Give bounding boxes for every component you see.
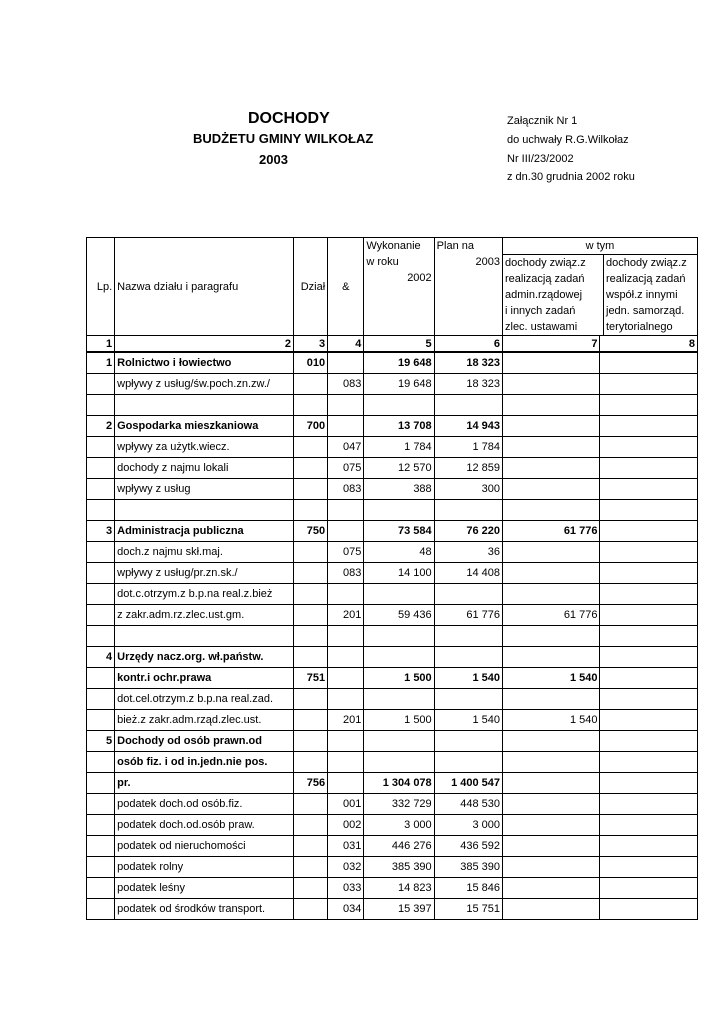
cell-wykonanie: 59 436 bbox=[364, 605, 434, 626]
cell-col8 bbox=[600, 794, 698, 815]
cell-col7 bbox=[503, 458, 600, 479]
cell-name: pr. bbox=[115, 773, 294, 794]
cell-paragraph: 001 bbox=[328, 794, 364, 815]
table-row bbox=[87, 794, 698, 815]
cell-plan bbox=[434, 647, 502, 668]
cell-paragraph bbox=[328, 626, 364, 647]
cell-plan: 1 540 bbox=[434, 710, 502, 731]
header-col7-line2: realizacją zadań bbox=[505, 273, 585, 285]
table-row bbox=[87, 584, 698, 605]
cell-col7: 61 776 bbox=[503, 605, 600, 626]
cell-col8 bbox=[600, 352, 698, 374]
cell-plan bbox=[434, 500, 502, 521]
cell-paragraph: 083 bbox=[328, 479, 364, 500]
cell-dzial bbox=[294, 710, 328, 731]
header-wykonanie-line3: 2002 bbox=[407, 272, 432, 284]
cell-dzial bbox=[294, 374, 328, 395]
cell-dzial bbox=[294, 836, 328, 857]
cell-col7: 61 776 bbox=[503, 521, 600, 542]
header-plan-line2: 2003 bbox=[475, 256, 500, 268]
cell-col8 bbox=[600, 752, 698, 773]
cell-paragraph bbox=[328, 689, 364, 710]
cell-col7 bbox=[503, 899, 600, 920]
cell-col7 bbox=[503, 395, 600, 416]
cell-lp: 4 bbox=[87, 647, 115, 668]
table-row bbox=[87, 437, 698, 458]
cell-paragraph bbox=[328, 773, 364, 794]
cell-paragraph: 083 bbox=[328, 374, 364, 395]
cell-name: Urzędy nacz.org. wł.państw. bbox=[115, 647, 294, 668]
cell-lp bbox=[87, 374, 115, 395]
cell-paragraph bbox=[328, 668, 364, 689]
cell-lp bbox=[87, 710, 115, 731]
column-number: 4 bbox=[328, 336, 364, 353]
cell-plan: 1 400 547 bbox=[434, 773, 502, 794]
cell-dzial: 010 bbox=[294, 352, 328, 374]
cell-name bbox=[115, 626, 294, 647]
cell-dzial bbox=[294, 500, 328, 521]
budget-table bbox=[86, 237, 698, 920]
cell-col8 bbox=[600, 647, 698, 668]
cell-dzial bbox=[294, 794, 328, 815]
cell-plan bbox=[434, 584, 502, 605]
cell-dzial bbox=[294, 752, 328, 773]
cell-lp bbox=[87, 899, 115, 920]
cell-dzial: 751 bbox=[294, 668, 328, 689]
cell-plan: 12 859 bbox=[434, 458, 502, 479]
cell-col8 bbox=[600, 584, 698, 605]
cell-paragraph: 034 bbox=[328, 899, 364, 920]
table-row bbox=[87, 563, 698, 584]
cell-lp bbox=[87, 395, 115, 416]
attachment-number: Załącznik Nr 1 bbox=[507, 115, 578, 127]
cell-paragraph bbox=[328, 584, 364, 605]
cell-col7 bbox=[503, 878, 600, 899]
cell-wykonanie: 1 784 bbox=[364, 437, 434, 458]
cell-col8 bbox=[600, 668, 698, 689]
cell-name: podatek doch.od.osób praw. bbox=[115, 815, 294, 836]
cell-col7 bbox=[503, 857, 600, 878]
cell-dzial bbox=[294, 899, 328, 920]
cell-col8 bbox=[600, 710, 698, 731]
cell-paragraph: 033 bbox=[328, 878, 364, 899]
cell-col8 bbox=[600, 899, 698, 920]
cell-name: podatek doch.od osób.fiz. bbox=[115, 794, 294, 815]
cell-paragraph: 083 bbox=[328, 563, 364, 584]
cell-plan bbox=[434, 752, 502, 773]
cell-wykonanie: 13 708 bbox=[364, 416, 434, 437]
cell-wykonanie: 19 648 bbox=[364, 374, 434, 395]
column-number: 6 bbox=[434, 336, 502, 353]
table-header-row bbox=[87, 238, 698, 336]
cell-col7: 1 540 bbox=[503, 668, 600, 689]
cell-wykonanie: 12 570 bbox=[364, 458, 434, 479]
cell-lp bbox=[87, 626, 115, 647]
header-w-tym-group bbox=[503, 238, 698, 336]
cell-dzial bbox=[294, 479, 328, 500]
cell-wykonanie bbox=[364, 752, 434, 773]
cell-paragraph: 002 bbox=[328, 815, 364, 836]
cell-col8 bbox=[600, 878, 698, 899]
table-row bbox=[87, 352, 698, 374]
cell-col7 bbox=[503, 479, 600, 500]
cell-dzial bbox=[294, 857, 328, 878]
cell-name: dochody z najmu lokali bbox=[115, 458, 294, 479]
cell-col7 bbox=[503, 836, 600, 857]
cell-plan bbox=[434, 626, 502, 647]
cell-wykonanie: 385 390 bbox=[364, 857, 434, 878]
cell-plan bbox=[434, 395, 502, 416]
cell-plan: 76 220 bbox=[434, 521, 502, 542]
cell-plan: 385 390 bbox=[434, 857, 502, 878]
cell-lp bbox=[87, 668, 115, 689]
cell-wykonanie: 446 276 bbox=[364, 836, 434, 857]
cell-col7 bbox=[503, 752, 600, 773]
cell-col7 bbox=[503, 815, 600, 836]
cell-name bbox=[115, 500, 294, 521]
cell-col7 bbox=[503, 647, 600, 668]
cell-lp: 3 bbox=[87, 521, 115, 542]
cell-wykonanie bbox=[364, 626, 434, 647]
cell-name: podatek rolny bbox=[115, 857, 294, 878]
header-dzial: Dział bbox=[294, 238, 328, 336]
cell-lp bbox=[87, 584, 115, 605]
cell-col7 bbox=[503, 374, 600, 395]
cell-dzial bbox=[294, 731, 328, 752]
cell-wykonanie: 1 500 bbox=[364, 710, 434, 731]
table-row bbox=[87, 878, 698, 899]
table-row bbox=[87, 668, 698, 689]
cell-name: podatek od nieruchomości bbox=[115, 836, 294, 857]
cell-paragraph: 032 bbox=[328, 857, 364, 878]
cell-lp: 2 bbox=[87, 416, 115, 437]
cell-plan: 1 784 bbox=[434, 437, 502, 458]
cell-dzial bbox=[294, 878, 328, 899]
cell-plan bbox=[434, 731, 502, 752]
table-row bbox=[87, 605, 698, 626]
cell-dzial bbox=[294, 542, 328, 563]
cell-dzial bbox=[294, 584, 328, 605]
cell-plan: 15 751 bbox=[434, 899, 502, 920]
cell-plan: 300 bbox=[434, 479, 502, 500]
cell-col8 bbox=[600, 395, 698, 416]
cell-wykonanie: 73 584 bbox=[364, 521, 434, 542]
document-year: 2003 bbox=[259, 152, 288, 167]
cell-wykonanie: 332 729 bbox=[364, 794, 434, 815]
cell-col7 bbox=[503, 626, 600, 647]
cell-col7 bbox=[503, 352, 600, 374]
cell-plan: 36 bbox=[434, 542, 502, 563]
attachment-date: z dn.30 grudnia 2002 roku bbox=[507, 171, 635, 183]
cell-plan: 14 943 bbox=[434, 416, 502, 437]
cell-wykonanie bbox=[364, 731, 434, 752]
cell-plan: 448 530 bbox=[434, 794, 502, 815]
table-row bbox=[87, 731, 698, 752]
cell-paragraph: 075 bbox=[328, 542, 364, 563]
table-row bbox=[87, 857, 698, 878]
table-row bbox=[87, 542, 698, 563]
cell-name: wpływy z usług bbox=[115, 479, 294, 500]
table-row bbox=[87, 626, 698, 647]
table-row bbox=[87, 710, 698, 731]
cell-lp bbox=[87, 542, 115, 563]
cell-wykonanie: 1 304 078 bbox=[364, 773, 434, 794]
cell-lp: 5 bbox=[87, 731, 115, 752]
table-row bbox=[87, 836, 698, 857]
cell-plan: 14 408 bbox=[434, 563, 502, 584]
cell-plan bbox=[434, 689, 502, 710]
cell-paragraph bbox=[328, 416, 364, 437]
cell-col8 bbox=[600, 479, 698, 500]
cell-plan: 15 846 bbox=[434, 878, 502, 899]
cell-col8 bbox=[600, 437, 698, 458]
cell-col7 bbox=[503, 689, 600, 710]
cell-col8 bbox=[600, 773, 698, 794]
table-row bbox=[87, 815, 698, 836]
cell-wykonanie bbox=[364, 500, 434, 521]
cell-wykonanie: 19 648 bbox=[364, 352, 434, 374]
cell-col8 bbox=[600, 563, 698, 584]
document-subtitle: BUDŻETU GMINY WILKOŁAZ bbox=[193, 131, 374, 146]
cell-lp bbox=[87, 437, 115, 458]
table-row bbox=[87, 458, 698, 479]
cell-col7 bbox=[503, 563, 600, 584]
cell-col7 bbox=[503, 794, 600, 815]
cell-dzial: 756 bbox=[294, 773, 328, 794]
header-col7-line3: admin.rządowej bbox=[505, 289, 583, 301]
cell-col7: 1 540 bbox=[503, 710, 600, 731]
cell-dzial bbox=[294, 437, 328, 458]
cell-col7 bbox=[503, 416, 600, 437]
cell-lp bbox=[87, 836, 115, 857]
cell-col8 bbox=[600, 626, 698, 647]
attachment-resolution-number: Nr III/23/2002 bbox=[507, 153, 574, 165]
cell-plan: 3 000 bbox=[434, 815, 502, 836]
attachment-resolution: do uchwały R.G.Wilkołaz bbox=[507, 134, 629, 146]
cell-name: Gospodarka mieszkaniowa bbox=[115, 416, 294, 437]
cell-col8 bbox=[600, 374, 698, 395]
cell-name: dot.c.otrzym.z b.p.na real.z.bież bbox=[115, 584, 294, 605]
cell-name bbox=[115, 395, 294, 416]
table-row bbox=[87, 899, 698, 920]
cell-wykonanie bbox=[364, 689, 434, 710]
cell-col8 bbox=[600, 542, 698, 563]
table-row bbox=[87, 773, 698, 794]
header-col8-line3: współ.z innymi bbox=[606, 289, 678, 301]
header-paragraph: & bbox=[328, 238, 364, 336]
cell-name: wpływy z usług/św.poch.zn.zw./ bbox=[115, 374, 294, 395]
cell-paragraph: 075 bbox=[328, 458, 364, 479]
cell-col8 bbox=[600, 857, 698, 878]
cell-paragraph: 031 bbox=[328, 836, 364, 857]
cell-lp bbox=[87, 605, 115, 626]
table-row bbox=[87, 479, 698, 500]
cell-col7 bbox=[503, 731, 600, 752]
header-wykonanie bbox=[364, 238, 434, 336]
header-w-tym: w tym bbox=[585, 240, 615, 252]
table-row bbox=[87, 521, 698, 542]
cell-paragraph bbox=[328, 731, 364, 752]
cell-name: Administracja publiczna bbox=[115, 521, 294, 542]
cell-paragraph bbox=[328, 647, 364, 668]
cell-dzial bbox=[294, 647, 328, 668]
cell-lp: 1 bbox=[87, 352, 115, 374]
cell-dzial: 750 bbox=[294, 521, 328, 542]
cell-paragraph: 047 bbox=[328, 437, 364, 458]
cell-name: kontr.i ochr.prawa bbox=[115, 668, 294, 689]
cell-lp bbox=[87, 458, 115, 479]
cell-paragraph bbox=[328, 521, 364, 542]
header-col7-line1: dochody związ.z bbox=[505, 257, 586, 269]
header-col8-line4: jedn. samorząd. bbox=[606, 305, 685, 317]
cell-wykonanie: 15 397 bbox=[364, 899, 434, 920]
column-number: 3 bbox=[294, 336, 328, 353]
table-row bbox=[87, 395, 698, 416]
cell-paragraph bbox=[328, 752, 364, 773]
cell-wykonanie bbox=[364, 395, 434, 416]
cell-lp bbox=[87, 878, 115, 899]
cell-paragraph bbox=[328, 352, 364, 374]
cell-col8 bbox=[600, 731, 698, 752]
cell-name: Dochody od osób prawn.od bbox=[115, 731, 294, 752]
document-title: DOCHODY bbox=[248, 110, 330, 127]
column-number-row bbox=[87, 336, 698, 353]
cell-wykonanie: 14 100 bbox=[364, 563, 434, 584]
table-row bbox=[87, 374, 698, 395]
cell-wykonanie bbox=[364, 584, 434, 605]
cell-lp bbox=[87, 500, 115, 521]
cell-col8 bbox=[600, 521, 698, 542]
cell-wykonanie: 48 bbox=[364, 542, 434, 563]
header-lp: Lp. bbox=[87, 238, 115, 336]
cell-wykonanie: 14 823 bbox=[364, 878, 434, 899]
header-subcolumns bbox=[503, 254, 697, 335]
cell-lp bbox=[87, 563, 115, 584]
cell-paragraph bbox=[328, 395, 364, 416]
cell-name: bież.z zakr.adm.rząd.zlec.ust. bbox=[115, 710, 294, 731]
header-col8 bbox=[604, 255, 697, 335]
cell-wykonanie: 388 bbox=[364, 479, 434, 500]
cell-wykonanie: 3 000 bbox=[364, 815, 434, 836]
column-number: 1 bbox=[87, 336, 115, 353]
table-row bbox=[87, 500, 698, 521]
cell-plan: 18 323 bbox=[434, 352, 502, 374]
header-col7-line5: zlec. ustawami bbox=[505, 321, 578, 333]
header-wykonanie-line1: Wykonanie bbox=[366, 240, 421, 252]
cell-col7 bbox=[503, 542, 600, 563]
cell-col7 bbox=[503, 437, 600, 458]
cell-col8 bbox=[600, 416, 698, 437]
column-number: 8 bbox=[600, 336, 698, 353]
cell-col7 bbox=[503, 584, 600, 605]
cell-name: z zakr.adm.rz.zlec.ust.gm. bbox=[115, 605, 294, 626]
cell-paragraph: 201 bbox=[328, 605, 364, 626]
cell-lp bbox=[87, 689, 115, 710]
cell-name: podatek leśny bbox=[115, 878, 294, 899]
cell-col7 bbox=[503, 773, 600, 794]
cell-dzial bbox=[294, 689, 328, 710]
cell-lp bbox=[87, 857, 115, 878]
cell-dzial bbox=[294, 815, 328, 836]
header-col7 bbox=[503, 255, 604, 335]
cell-col8 bbox=[600, 605, 698, 626]
cell-dzial bbox=[294, 563, 328, 584]
cell-plan: 436 592 bbox=[434, 836, 502, 857]
cell-wykonanie: 1 500 bbox=[364, 668, 434, 689]
header-plan bbox=[434, 238, 502, 336]
cell-dzial: 700 bbox=[294, 416, 328, 437]
cell-lp bbox=[87, 479, 115, 500]
cell-name: wpływy z usług/pr.zn.sk./ bbox=[115, 563, 294, 584]
cell-dzial bbox=[294, 605, 328, 626]
header-name: Nazwa działu i paragrafu bbox=[115, 238, 294, 336]
cell-col8 bbox=[600, 836, 698, 857]
cell-dzial bbox=[294, 458, 328, 479]
cell-lp bbox=[87, 752, 115, 773]
cell-paragraph bbox=[328, 500, 364, 521]
cell-col8 bbox=[600, 689, 698, 710]
cell-col8 bbox=[600, 815, 698, 836]
header-col8-line1: dochody związ.z bbox=[606, 257, 687, 269]
cell-name: osób fiz. i od in.jedn.nie pos. bbox=[115, 752, 294, 773]
header-col7-line4: i innych zadań bbox=[505, 305, 576, 317]
table-row bbox=[87, 689, 698, 710]
cell-paragraph: 201 bbox=[328, 710, 364, 731]
cell-name: Rolnictwo i łowiectwo bbox=[115, 352, 294, 374]
cell-name: podatek od środków transport. bbox=[115, 899, 294, 920]
cell-plan: 18 323 bbox=[434, 374, 502, 395]
cell-wykonanie bbox=[364, 647, 434, 668]
table-row bbox=[87, 416, 698, 437]
cell-name: doch.z najmu skł.maj. bbox=[115, 542, 294, 563]
cell-plan: 1 540 bbox=[434, 668, 502, 689]
cell-lp bbox=[87, 815, 115, 836]
header-wykonanie-line2: w roku bbox=[366, 256, 399, 268]
header-col8-line2: realizacją zadań bbox=[606, 273, 686, 285]
cell-lp bbox=[87, 773, 115, 794]
cell-name: wpływy za użytk.wiecz. bbox=[115, 437, 294, 458]
column-number: 5 bbox=[364, 336, 434, 353]
cell-col7 bbox=[503, 500, 600, 521]
table-row bbox=[87, 647, 698, 668]
cell-col8 bbox=[600, 458, 698, 479]
header-plan-line1: Plan na bbox=[436, 240, 474, 252]
column-number: 2 bbox=[115, 336, 294, 353]
cell-name: dot.cel.otrzym.z b.p.na real.zad. bbox=[115, 689, 294, 710]
cell-dzial bbox=[294, 395, 328, 416]
cell-lp bbox=[87, 794, 115, 815]
cell-col8 bbox=[600, 500, 698, 521]
cell-dzial bbox=[294, 626, 328, 647]
table-row bbox=[87, 752, 698, 773]
cell-plan: 61 776 bbox=[434, 605, 502, 626]
header-col8-line5: terytorialnego bbox=[606, 321, 673, 333]
column-number: 7 bbox=[503, 336, 600, 353]
